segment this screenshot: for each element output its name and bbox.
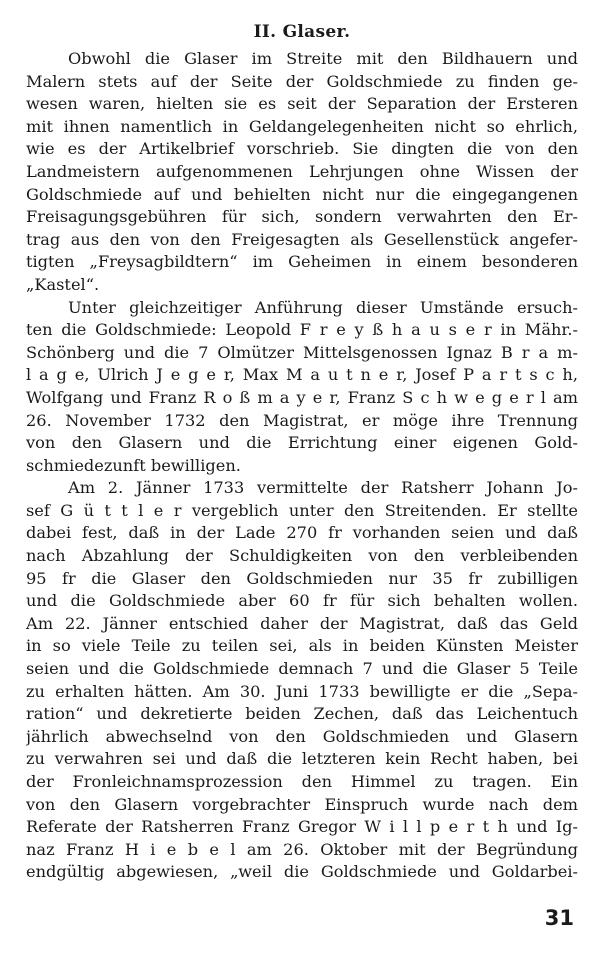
paragraph-2 [26, 297, 578, 478]
text-line: Goldschmiede auf und behielten nicht nur die eingegangenen [26, 184, 578, 204]
text-line: nach Abzahlung der Schuldigkeiten von den verbleibenden [26, 546, 578, 566]
text-line: „Kastel“. [26, 274, 100, 294]
page-number: 31 [544, 906, 574, 930]
section-heading: II. Glaser. [253, 22, 351, 42]
text-line: in so viele Teile zu teilen sei, als in beiden Künsten Meister [26, 636, 578, 656]
text-line: wie es der Artikelbrief vorschrieb. Sie dingten die von den [26, 139, 578, 159]
text-line: Freisagungsgebühren für sich, sondern verwahrten den Er- [26, 207, 578, 227]
text-line: Am 22. Jänner entschied daher der Magistrat, daß das Geld [26, 613, 578, 633]
text-line: schmiedezunft bewilligen. [26, 455, 241, 475]
text-line: und die Goldschmiede aber 60 fr für sich behalten wollen. [26, 591, 578, 611]
text-line: endgültig abgewiesen, „weil die Goldschmiede und Goldarbei- [26, 862, 578, 882]
text-line: trag aus den von den Freigesagten als Gesellenstück angefer- [26, 229, 578, 249]
paragraph-3 [26, 477, 578, 884]
text-line: Unter gleichzeitiger Anführung dieser Umstände ersuch- [68, 297, 578, 317]
text-line: l a g e, Ulrich J e g e r, Max M a u t n e r, Josef P a r t s c h, [26, 365, 578, 385]
text-line: Obwohl die Glaser im Streite mit den Bildhauern und [68, 49, 578, 68]
text-line: Wolfgang und Franz R o ß m a y e r, Franz S c h w e g e r l am [26, 387, 578, 407]
text-line: Landmeistern aufgenommenen Lehrjungen ohne Wissen der [26, 161, 578, 181]
paragraph-1 [26, 48, 578, 297]
text-line: Referate der Ratsherren Franz Gregor W i l l p e r t h und Ig- [26, 817, 578, 837]
text-line: 95 fr die Glaser den Goldschmieden nur 35 fr zubilligen [26, 568, 578, 588]
text-line: jährlich abwechselnd von den Goldschmieden und Glasern [26, 726, 578, 746]
text-line: Schönberg und die 7 Olmützer Mittelsgenossen Ignaz B r a m- [26, 342, 578, 362]
text-line: seien und die Goldschmiede demnach 7 und die Glaser 5 Teile [26, 659, 578, 679]
text-line: der Fronleichnamsprozession den Himmel zu tragen. Ein [26, 772, 578, 791]
text-line: wesen waren, hielten sie es seit der Separation der Ersteren [26, 94, 578, 114]
text-line: zu erhalten hätten. Am 30. Juni 1733 bewilligte er die „Sepa- [26, 681, 578, 701]
text-line: dabei fest, daß in der Lade 270 fr vorhanden seien und daß [26, 523, 578, 543]
text-line: Malern stets auf der Seite der Goldschmiede zu finden ge- [26, 71, 578, 91]
text-line: sef G ü t t l e r vergeblich unter den Streitenden. Er stellte [26, 500, 578, 520]
text-line: zu verwahren sei und daß die letzteren kein Recht haben, bei [26, 749, 578, 769]
text-line: von den Glasern vorgebrachter Einspruch wurde nach dem [26, 794, 578, 814]
text-line: ten die Goldschmiede: Leopold F r e y ß h a u s e r in Mähr.- [26, 320, 578, 340]
text-line: naz Franz H i e b e l am 26. Oktober mit der Begründung [26, 839, 578, 859]
text-line: tigten „Freysagbildtern“ im Geheimen in einem besonderen [26, 252, 578, 272]
text-line: 26. November 1732 den Magistrat, er möge ihre Trennung [26, 410, 578, 430]
text-line: mit ihnen namentlich in Geldangelegenheiten nicht so ehrlich, [26, 116, 578, 136]
text-line: ration“ und dekretierte beiden Zechen, daß das Leichentuch [26, 704, 578, 724]
text-line: Am 2. Jänner 1733 vermittelte der Ratsherr Johann Jo- [68, 478, 578, 498]
text-line: von den Glasern und die Errichtung einer eigenen Gold- [26, 433, 578, 453]
